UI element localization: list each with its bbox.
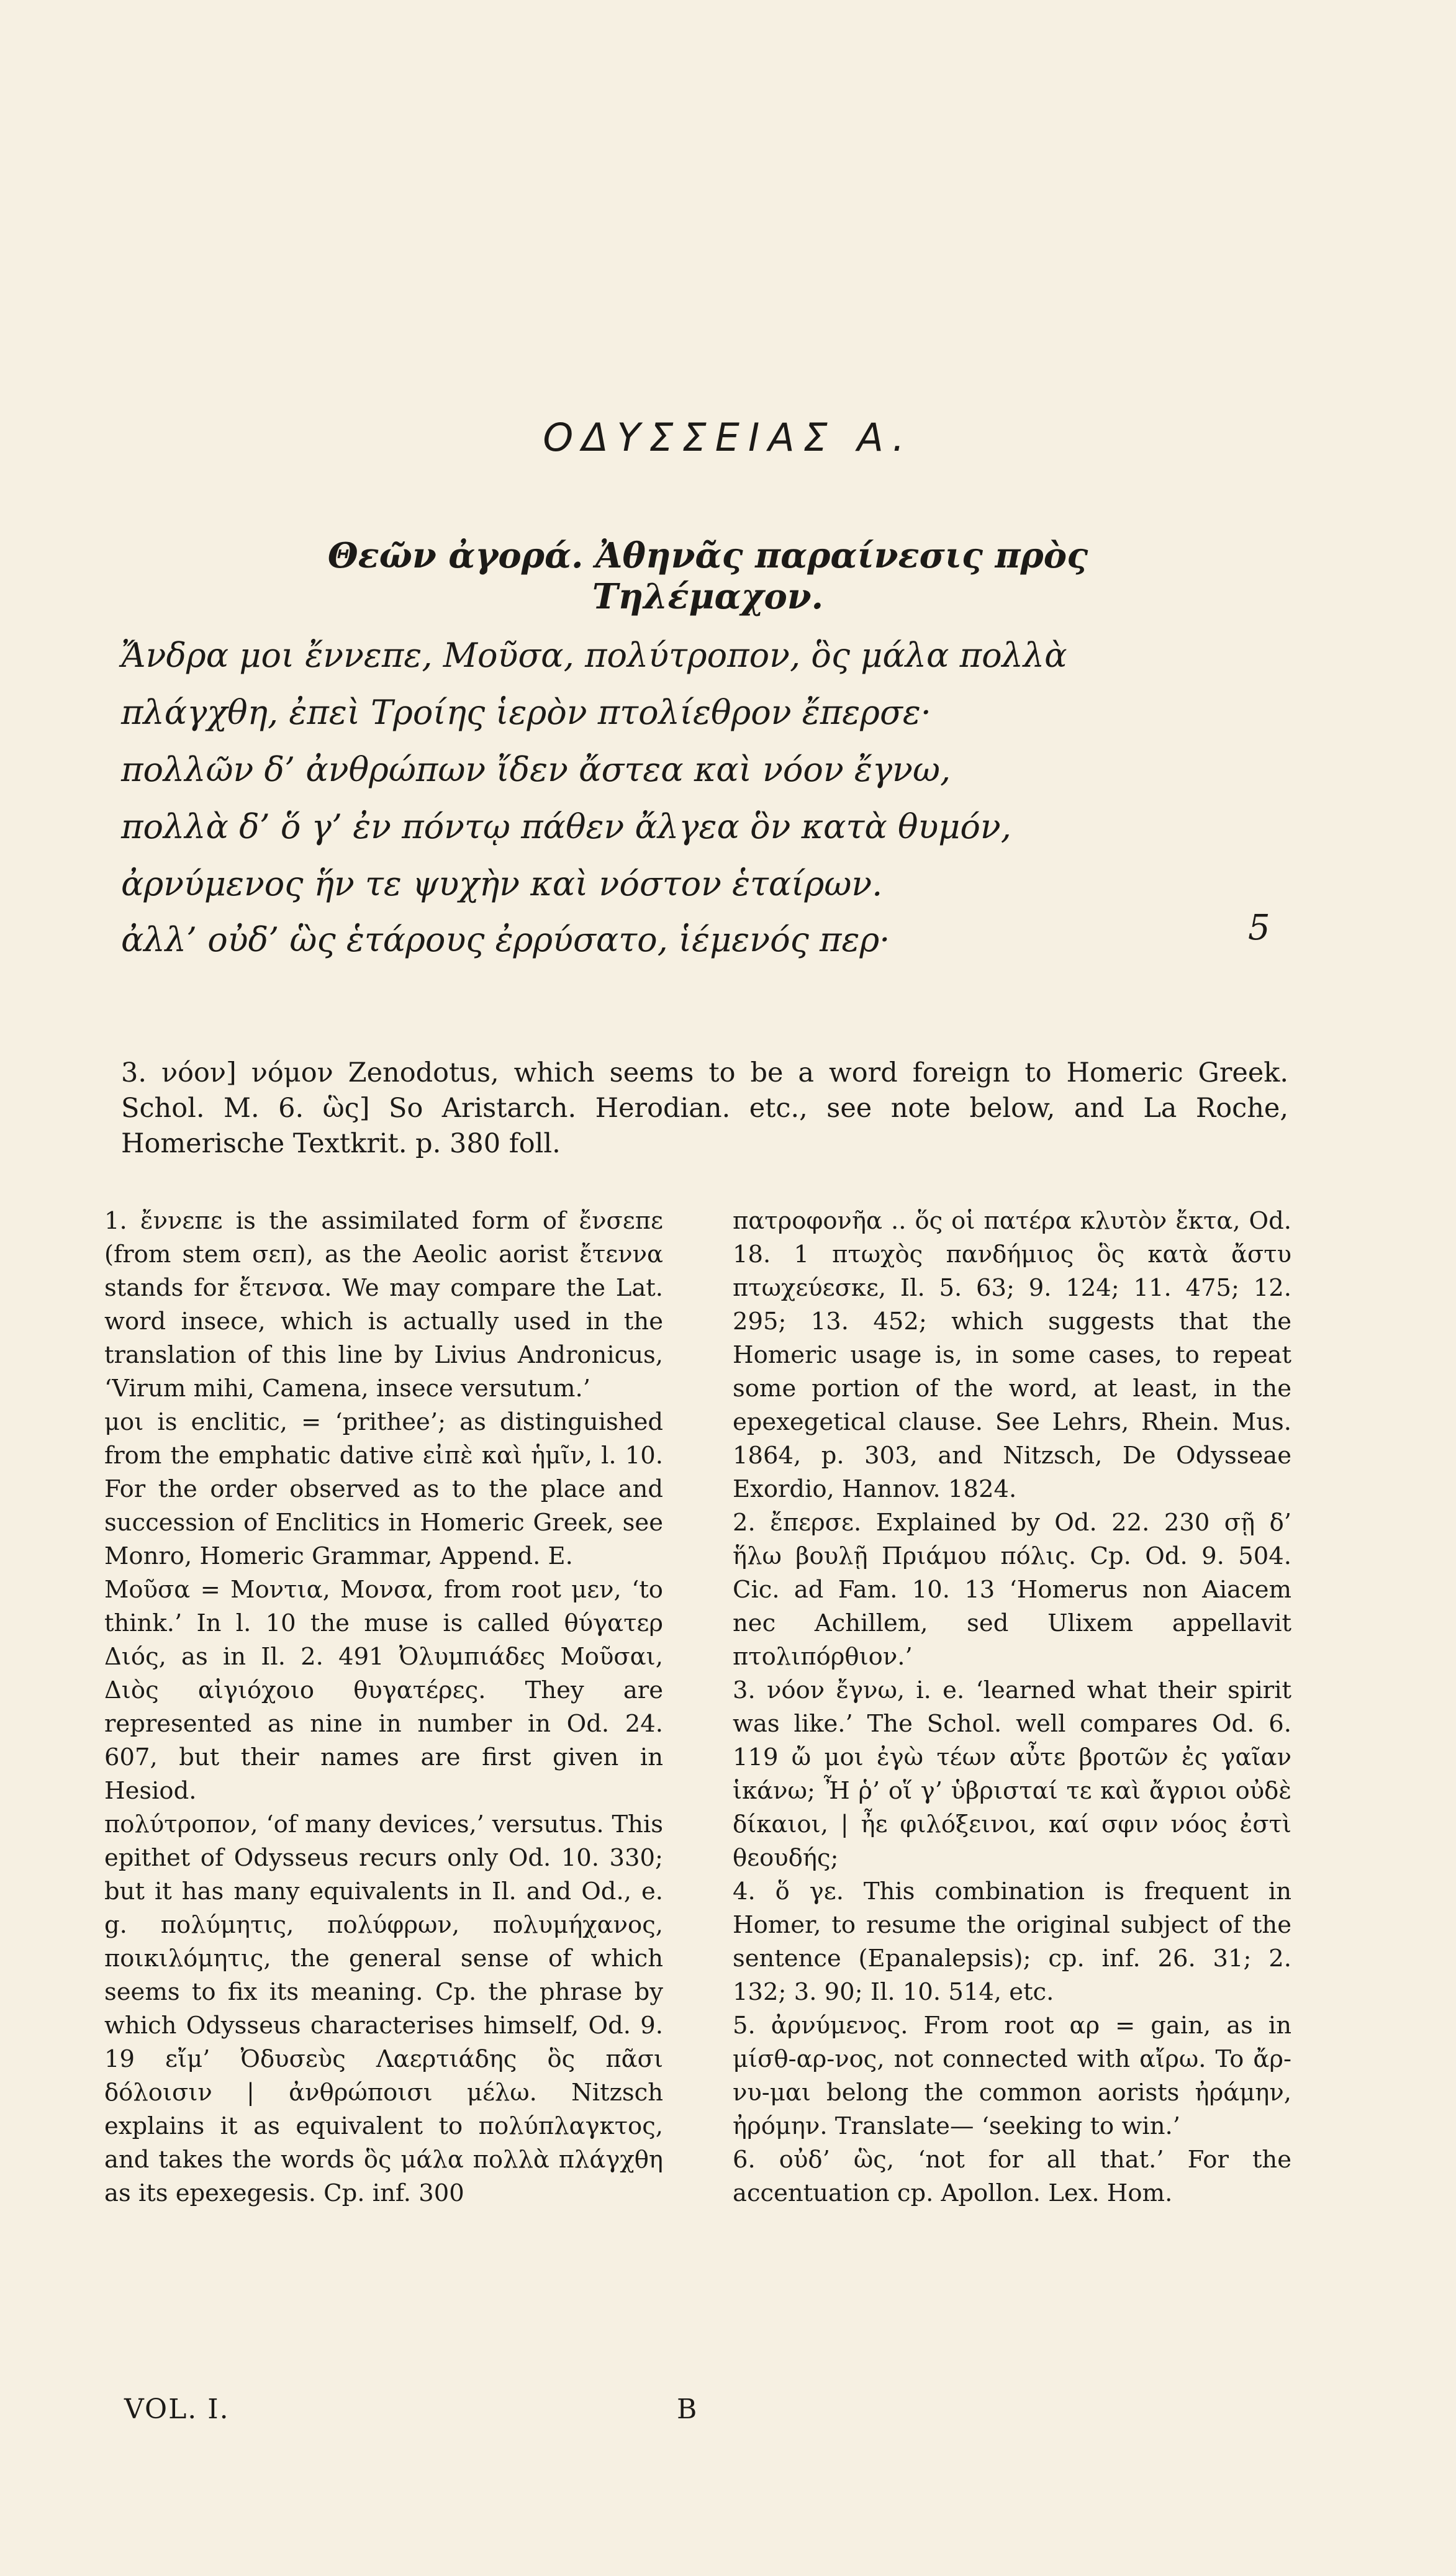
verse-line-4: πολλὰ δ’ ὅ γ’ ἐν πόντῳ πάθεν ἄλγεα ὃν κατὰ θυμόν, [121, 807, 1011, 846]
note-paragraph: 1. ἔννεπε is the assimilated form of ἔνσεπε (from stem σεπ), as the Aeolic aorist ἔτεννα stands for ἔτενσα. We may compare the Lat. word insece, which is actually used in the translation of this line by Livius Andronicus, ‘Virum mihi, Camena, insece versutum.’ [104, 1207, 663, 1403]
commentary-left-column [104, 1204, 663, 2366]
note-paragraph: πατροφονῆα .. ὅς οἱ πατέρα κλυτὸν ἔκτα, Od. 18. 1 πτωχὸς πανδήμιος ὃς κατὰ ἄστυ πτωχεύεσκε, Il. 5. 63; 9. 124; 11. 475; 12. 295; 13. 452; which suggests that the Homeric usage is, in some cases, to repeat some portion of the word, at least, in the epexegetical clause. See Lehrs, Rhein. Mus. 1864, p. 303, and Nitzsch, De Odysseae Exordio, Hannov. 1824. [733, 1207, 1291, 1503]
note-paragraph: 4. ὅ γε. This combination is frequent in Homer, to resume the original subject of the sentence (Epanalepsis); cp. inf. 26. 31; 2. 132; 3. 90; Il. 10. 514, etc. [733, 1878, 1291, 2006]
note-paragraph: 3. νόον ἔγνω, i. e. ‘learned what their spirit was like.’ The Schol. well compares Od. 6. 119 ὤ μοι ἐγὼ τέων αὖτε βροτῶν ἐς γαῖαν ἱκάνω; Ἦ ῥ’ οἵ γ’ ὑβρισταί τε καὶ ἄγριοι οὐδὲ δίκαιοι, | ἦε φιλόξεινοι, καί σφιν νόος ἐστὶ θεουδής; [733, 1676, 1291, 1872]
commentary-right-column [733, 1204, 1291, 2366]
volume-label: VOL. I. [124, 2393, 230, 2425]
verse-number: 5 [1248, 908, 1270, 948]
note-paragraph: 5. ἀρνύμενος. From root αρ = gain, as in μίσθ-αρ-νος, not connected with αἴρω. To ἄρ-νυ-μαι belong the common aorists ἠράμην, ἠρόμην. Translate— ‘seeking to win.’ [733, 2012, 1291, 2140]
verse-line-2: πλάγχθη, ἐπεὶ Τροίης ἱερὸν πτολίεθρον ἔπερσε· [121, 693, 931, 732]
note-paragraph: 6. οὐδ’ ὣς, ‘not for all that.’ For the accentuation cp. Apollon. Lex. Hom. [733, 2146, 1291, 2207]
verse-line-1: Ἄνδρα μοι ἔννεπε, Μοῦσα, πολύτροπον, ὃς μάλα πολλὰ [121, 636, 1067, 675]
commentary [104, 1204, 1290, 2366]
book-subtitle: Θεῶν ἀγορά. Ἀθηνᾶς παραίνεσις πρὸς Τηλέμαχον. [327, 535, 1088, 617]
verse-line-3: πολλῶν δ’ ἀνθρώπων ἴδεν ἄστεα καὶ νόον ἔγνω, [121, 750, 951, 789]
signature-mark: B [677, 2393, 697, 2425]
note-paragraph: Μοῦσα = Μοντια, Μονσα, from root μεν, ‘to think.’ In l. 10 the muse is called θύγατερ Διός, as in Il. 2. 491 Ὀλυμπιάδες Μοῦσαι, Διὸς αἰγιόχοιο θυγατέρες. They are represented as nine in number in Od. 24. 607, but their names are first given in Hesiod. [104, 1576, 663, 1805]
verse-line-5: ἀρνύμενος ἥν τε ψυχὴν καὶ νόστον ἑταίρων. [121, 864, 883, 903]
critical-apparatus: 3. νόον] νόμον Zenodotus, which seems to be a word foreign to Homeric Greek. Schol. M. 6. ὣς] So Aristarch. Herodian. etc., see note below, and La Roche, Homerische Textkrit. p. 380 foll. [121, 1057, 1288, 1159]
book-title: ΟΔΥΣΣΕΙΑΣ Α. [543, 415, 913, 460]
note-paragraph: πολύτροπον, ‘of many devices,’ versutus. This epithet of Odysseus recurs only Od. 10. 330; but it has many equivalents in Il. and Od., e. g. πολύμητις, πολύφρων, πολυμήχανος, ποικιλόμητις, the general sense of which seems to fix its meaning. Cp. the phrase by which Odysseus characterises himself, Od. 9. 19 εἴμ’ Ὀδυσεὺς Λαερτιάδης ὃς πᾶσι δόλοισιν | ἀνθρώποισι μέλω. Nitzsch explains it as equivalent to πολύπλαγκτος, and takes the words ὃς μάλα πολλὰ πλάγχθη as its epexegesis. Cp. inf. 300 [104, 1810, 663, 2207]
page-footer [124, 2393, 745, 2431]
verse-line-6: ἀλλ’ οὐδ’ ὣς ἑτάρους ἐρρύσατο, ἱέμενός περ· [121, 920, 890, 959]
note-paragraph: 2. ἔπερσε. Explained by Od. 22. 230 σῇ δ’ ἥλω βουλῇ Πριάμου πόλις. Cp. Od. 9. 504. Cic. ad Fam. 10. 13 ‘Homerus non Aiacem nec Achillem, sed Ulixem appellavit πτολιπόρθιον.’ [733, 1509, 1291, 1671]
note-paragraph: μοι is enclitic, = ‘prithee’; as distinguished from the emphatic dative εἰπὲ καὶ ἡμῖν, l. 10. For the order observed as to the place and succession of Enclitics in Homeric Greek, see Monro, Homeric Grammar, Append. E. [104, 1408, 663, 1570]
